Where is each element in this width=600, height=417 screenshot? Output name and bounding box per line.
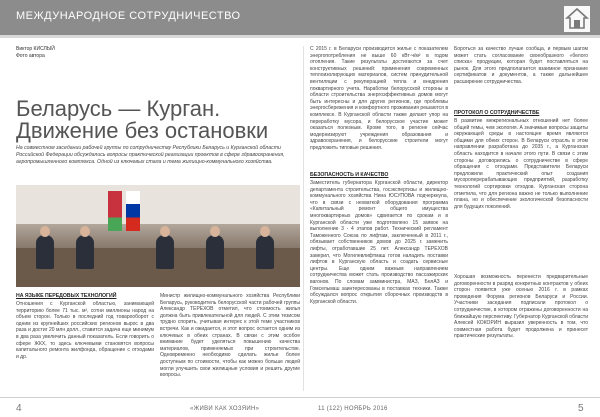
photo-person-head bbox=[160, 226, 170, 237]
article-lead: На совместном заседании рабочей группы по сотрудничеству Республики Беларусь и Курганской области Российской Федерации обсуждались вопросы практической реализации проектов в сфере здравоохранения, агропромышленного комплекса. Одной из ключевых стала и тема жилищно-коммунального хозяйства. bbox=[16, 145, 285, 165]
photo-person bbox=[36, 235, 54, 269]
column-2-text: Министр жилищно-коммунального хозяйства Республики Беларусь, руководитель белорусской части рабочей группы Александр ТЕРЕХОВ отметил, что стоимость жилья должна быть привлекательной для людей. С этим тезисом трудно спорить, учитывая интерес к этой теме участников встречи. Как и ожидается, и этот вопрос остается одним из ключевых в обеих странах. В связи с этим особое внимание будет уделяться повышению качества материалов, применяемых при строительстве. Одновременно необходимо сделать жилье более доступным по стоимости, чтобы как можно больше людей могли улучшить свои жилищные условия и решить другие вопросы. bbox=[160, 293, 300, 379]
section-heading-technologies: НА ЯЗЫКЕ ПЕРЕДОВЫХ ТЕХНОЛОГИЙ bbox=[16, 293, 117, 299]
column-4-text-2: В развитие межрегиональных отношений нет более общей темы, чем экология. А значимые вопросы защиты окружающей среды в настоящее время являются общими для обеих сторон. В Беларуси отрасль в этом направлении разработана до 2035 г., а Курганская область находится в начале этого пути. В связи с этим стороны договорились о сотрудничестве в сфере обращения с отходами. Представители Беларуси предложили практический опыт создания мусороперерабатывающих предприятий, разработку технологий сортировки отходов. Курганская сторона отметила, что для региона важно не только выполнение плана, но и обеспечение экологической безопасности для будущих поколений. bbox=[454, 118, 588, 210]
photo-person bbox=[76, 235, 94, 269]
photo-person-head bbox=[80, 226, 90, 237]
column-3-text-2: Заместитель губернатора Курганской области, директор департамента строительства, госэкспертизы и жилищно-коммунального хозяйства Нина ЮСУПОВА подчеркнула, что в связи с нехваткой оборудования программа «Капитальный ремонт общего имущества многоквартирных домов» сдвигается по срокам и в Курганской области уже подготовлено 15 заявок на выполнение 3 - 4 этапов работ. Технический регламент Таможенного Союза по лифтам, заключенный в 2011 г., обязывает собственников домов до 2025 г. заменить лифты, отработавшие 25 лет. Александр ТЕРЕХОВ заверил, что Могилевлифтмаш готов наладить поставки лифтов в Курганскую область и создать сервисные центры. Еще одним важным направлением сотрудничества может стать производство пассажирских вагонов. По словам замминистра, МАЗ, БелАЗ и Гомсельмаш заинтересованы в поставках техники. Также обсуждался вопрос открытия сборочных производств в Курганской области. bbox=[310, 180, 448, 305]
page-number-left: 4 bbox=[16, 403, 22, 414]
issue-info: 11 (122) НОЯБРЬ 2016 bbox=[318, 406, 388, 412]
flag-icon bbox=[108, 191, 122, 231]
author-name: Виктор КИСЛЫЙ bbox=[16, 46, 55, 52]
column-3-text: С 2015 г. в Беларуси производится жилье с показателем энергопотребления не выше 60 кВт·ч/м² в годом отопления. Такие результаты достигаются за счет конструктивных решений: применения современных теплоизолирующих материалов, систем принудительной вентиляции с рекуперацией тепла и внедрения поквартирного учета. Наработки белорусской стороны в области строительства энергоэффективных домов могут быть интересны и для других регионов, где проблемы энергосбережения и комфортного проживания решаются в комплексе. В Курганской области также делают упор на переработку мусора, и белорусское участие может оказаться полезным. Кроме того, в регионе сейчас модернизируют учреждения образования и здравоохранения, и белорусские строители могут предложить типовые решения. bbox=[310, 46, 448, 151]
section-rubric: МЕЖДУНАРОДНОЕ СОТРУДНИЧЕСТВО bbox=[16, 10, 241, 22]
magazine-title: «ЖИВИ КАК ХОЗЯИН» bbox=[190, 406, 260, 412]
column-4-text: Бороться за качество лучше сообща, и первым шагом может стать согласование своеобразного «белого списка» продукции, которая будет поставляться на рынок. Для этого предполагается взаимное признание сертификатов и документов, а также дальнейшее расширение сотрудничества. bbox=[454, 46, 588, 85]
page-number-right: 5 bbox=[578, 403, 584, 414]
photo-person bbox=[156, 235, 174, 269]
photo-person bbox=[256, 235, 274, 269]
page-gutter bbox=[303, 46, 304, 391]
section-heading-protocol: ПРОТОКОЛ О СОТРУДНИЧЕСТВЕ bbox=[454, 110, 540, 116]
page-footer bbox=[0, 397, 600, 417]
photo-person-head bbox=[40, 226, 50, 237]
flag-icon bbox=[126, 191, 140, 231]
column-4-text-3: Хорошая возможность перенести предварительные договоренности в разряд конкретных контрактов у обеих сторон появится уже осенью 2016 г. в рамках проведения Форума регионов Беларуси и России. Участники заседания подписали протокол о сотрудничестве, в котором отражены договоренности на ближайшую перспективу. Губернатор Курганской области Алексей КОКОРИН выразил уверенность в том, что совместная работа будет продолжена и принесет практические результаты. bbox=[454, 274, 588, 340]
column-1-text: Отношения с Курганской областью, занимающей территорию более 71 тыс. м², сотни миллионы народ на объем сторон. Только в последний год товарооборот с одним из крупнейших российских регионов вырос в два раза и достиг 20 млн долл., ставится задача еще минимум в два раза увеличить данный показатель. Если говорить о сфере ЖКХ, то здесь ключевыми становятся вопросы капитального ремонта жилфонда, обращение с отходами и др. bbox=[16, 301, 154, 360]
photo-credit: Фото автора bbox=[16, 53, 45, 59]
meeting-photo bbox=[16, 185, 300, 287]
photo-person-head bbox=[260, 226, 270, 237]
author-credit bbox=[16, 46, 55, 60]
house-logo-icon bbox=[562, 4, 592, 34]
article-headline bbox=[16, 98, 286, 142]
photo-person-head bbox=[210, 226, 220, 237]
photo-person bbox=[206, 235, 224, 269]
headline-line-2: Движение без остановки bbox=[16, 118, 269, 143]
photo-wall bbox=[16, 185, 300, 224]
headline-line-1: Беларусь — Курган. bbox=[16, 96, 221, 121]
section-heading-quality: БЕЗОПАСНОСТЬ И КАЧЕСТВО bbox=[310, 172, 389, 178]
